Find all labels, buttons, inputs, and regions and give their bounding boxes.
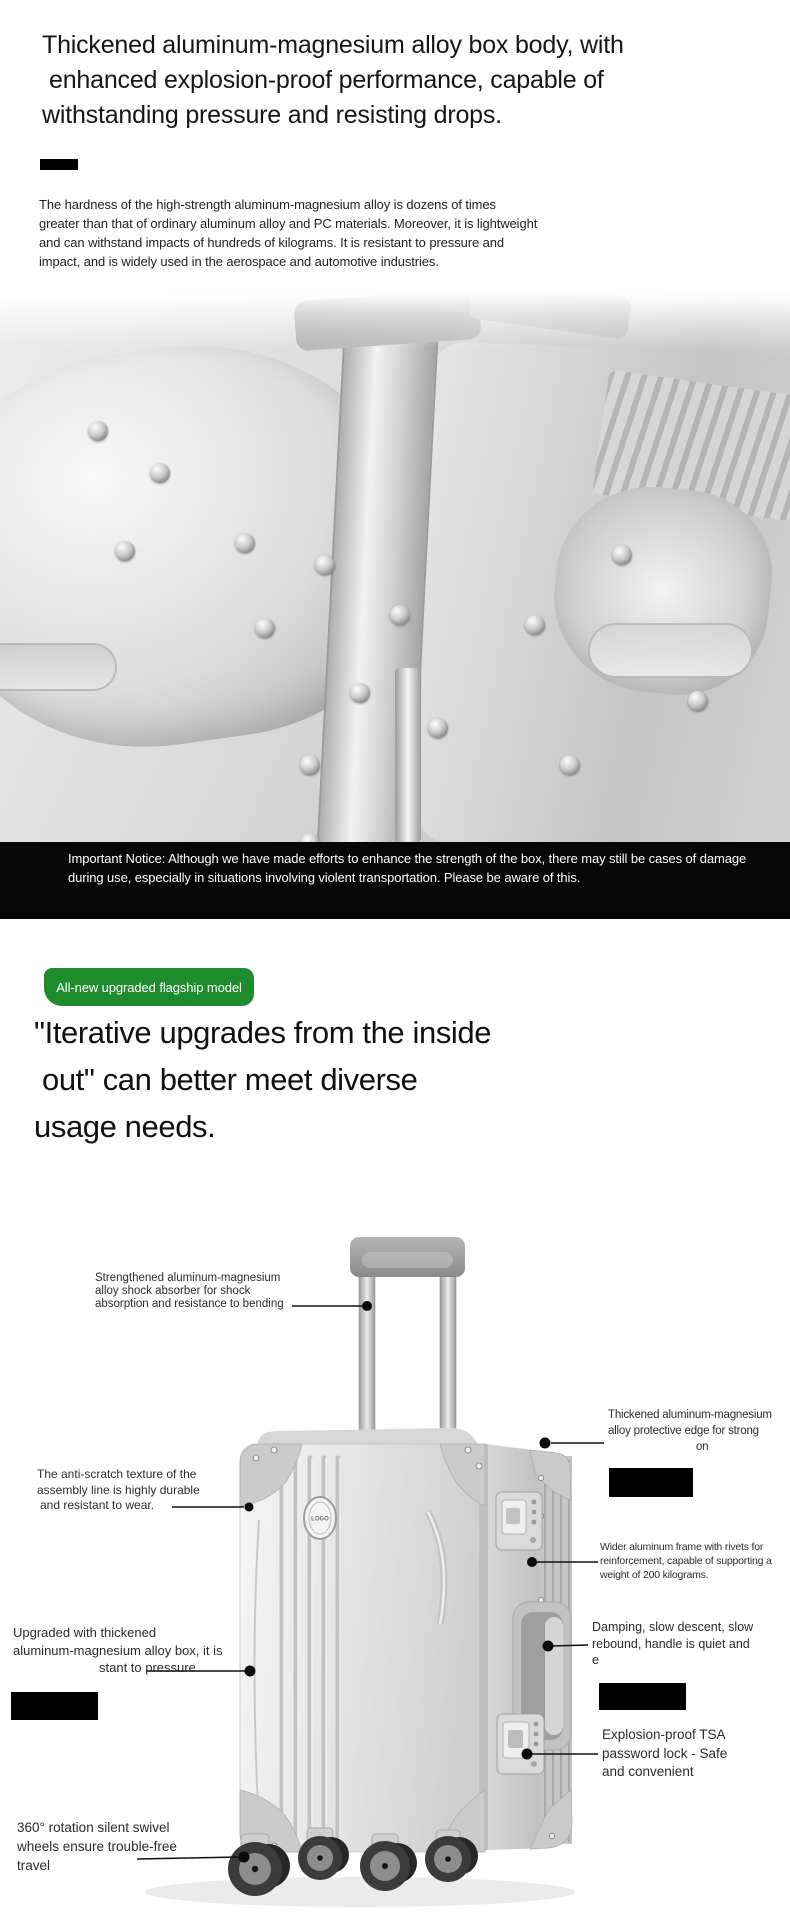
suitcase-groove — [588, 623, 753, 678]
suitcase-groove — [0, 643, 117, 691]
rivet-icon — [235, 533, 255, 553]
important-notice-banner — [0, 842, 790, 919]
product-photo — [0, 293, 790, 842]
rivet-icon — [255, 618, 275, 638]
redaction-bar — [599, 1683, 686, 1710]
callout-upgraded-box: Upgraded with thickened aluminum-magnesium alloy box, it is stant to pressure. — [13, 1624, 223, 1677]
callout-wider-frame: Wider aluminum frame with rivets for reinforcement, capable of supporting a weight of 200 kilograms. — [600, 1541, 772, 1581]
rivet-icon — [115, 541, 135, 561]
trolley-handle-inset — [362, 1252, 453, 1268]
rivet-icon — [315, 555, 335, 575]
heading-line: "Iterative upgrades from the inside — [34, 1015, 492, 1050]
section2-heading — [34, 1009, 674, 1150]
heading-line: out" can better meet diverse — [42, 1062, 418, 1097]
rivet-icon — [150, 463, 170, 483]
rivet-icon — [428, 718, 448, 738]
rivet-icon — [560, 755, 580, 775]
rivet-icon — [612, 545, 632, 565]
callout-damping-handle: Damping, slow descent, slow rebound, handle is quiet and e — [592, 1619, 753, 1669]
callout-strengthened-absorber: Strengthened aluminum-magnesium alloy shock absorber for shock absorption and resistance to bending — [95, 1272, 284, 1311]
callout-anti-scratch: The anti-scratch texture of the assembly line is highly durable and resistant to wear. — [37, 1467, 200, 1512]
svg-text:LOGO: LOGO — [311, 1516, 329, 1523]
redaction-bar — [11, 1692, 98, 1720]
rivet-icon — [88, 421, 108, 441]
heading-line: withstanding pressure and resisting drops. — [42, 101, 502, 129]
section1-heading — [42, 28, 682, 133]
rivet-icon — [300, 755, 320, 775]
trolley-tube — [440, 1270, 456, 1452]
suitcase-front-face — [240, 1444, 485, 1852]
rivet-icon — [350, 683, 370, 703]
flagship-badge — [44, 968, 254, 1006]
callout-swivel-wheels: 360° rotation silent swivel wheels ensure trouble-free travel — [17, 1820, 177, 1873]
tsa-lock-icon — [496, 1492, 542, 1550]
trolley-tube — [359, 1270, 375, 1452]
redaction-bar — [609, 1468, 693, 1497]
rivet-icon — [525, 615, 545, 635]
notice-text: Important Notice: Although we have made efforts to enhance the strength of the box, there may still be cases of damage during use, especially in situations involving violent transportation. Please be aware of this. — [68, 851, 747, 885]
suitcase-hinge — [395, 668, 421, 842]
section1-paragraph: The hardness of the high-strength aluminum-magnesium alloy is dozens of times greater than that of ordinary aluminum alloy and PC materials. Moreover, it is lightweight and can withstand impacts of hundreds of kilograms. It is resistant to pressure and impact, and is widely used in the aerospace and automotive industries. — [39, 197, 538, 269]
tsa-lock-icon — [497, 1714, 544, 1774]
rivet-icon — [688, 691, 708, 711]
flagship-badge-label: All-new upgraded flagship model — [56, 979, 242, 995]
heading-line: usage needs. — [34, 1109, 216, 1144]
photo-top-fade — [0, 293, 790, 348]
callout-tsa-lock: Explosion-proof TSA password lock - Safe and convenient — [602, 1727, 728, 1779]
heading-line: Thickened aluminum-magnesium alloy box body, with — [42, 31, 624, 59]
ground-shadow — [145, 1877, 575, 1907]
heading-line: enhanced explosion-proof performance, capable of — [49, 66, 604, 94]
redaction-bar — [40, 159, 78, 170]
rivet-icon — [390, 605, 410, 625]
logo-badge — [304, 1497, 336, 1539]
callout-protective-edge: Thickened aluminum-magnesium alloy protective edge for strong on — [608, 1407, 772, 1455]
